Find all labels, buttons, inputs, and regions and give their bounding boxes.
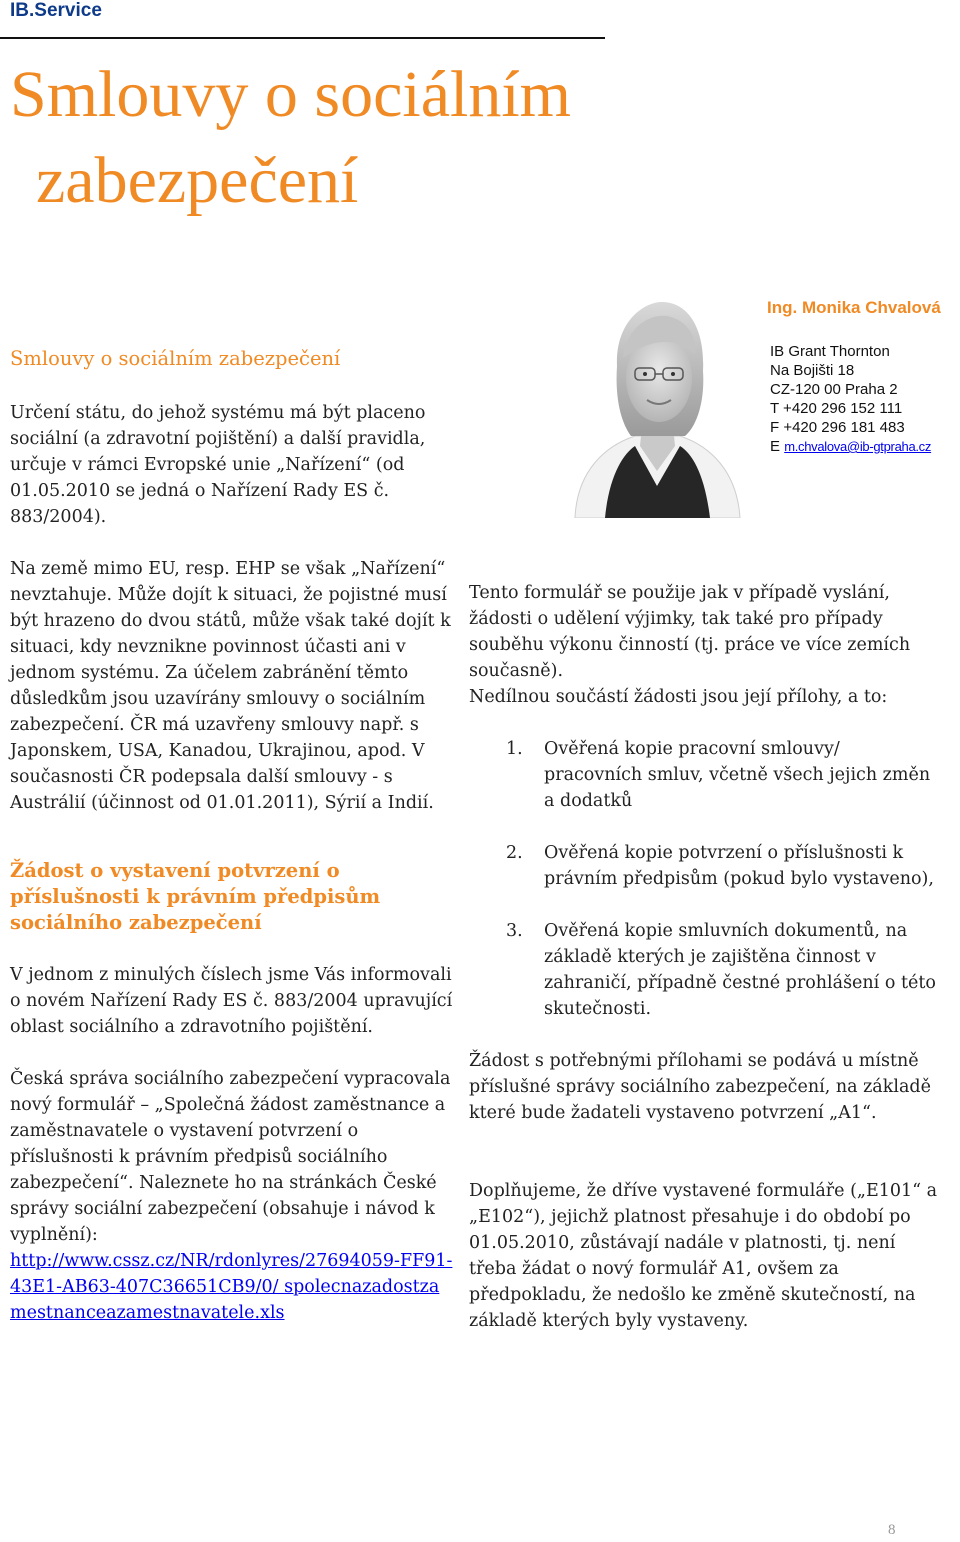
contact-email-prefix: E bbox=[770, 438, 785, 455]
contact-street: Na Bojišti 18 bbox=[770, 362, 855, 379]
contact-block bbox=[770, 342, 931, 456]
paragraph-form-usage: Tento formulář se použije jak v případě vyslání, žádosti o udělení výjimky, tak také pro případy souběhu výkonu činností (tj. práce ve více zemích současně). bbox=[469, 583, 911, 681]
paragraph-submission: Žádost s potřebnými přílohami se podává u místně příslušné správy sociálního zabezpečení, na základě které bude žadateli vystaveno potvrzení „A1“. bbox=[469, 1051, 931, 1123]
author-photo bbox=[565, 296, 750, 518]
contact-phone: T +420 296 152 111 bbox=[770, 400, 903, 417]
paragraph-new-form: Česká správa sociálního zabezpečení vypracovala nový formulář – „Společná žádost zaměstnance a zaměstnavatele o vystavení potvrzení o příslušnosti k právním předpisů sociálního zabezpečení“. Naleznete ho na stránkách České správy sociální zabezpečení (obsahuje i návod k vyplnění): bbox=[10, 1069, 451, 1245]
list-item-number: 1. bbox=[506, 739, 523, 759]
contact-company: IB Grant Thornton bbox=[770, 343, 890, 360]
contact-fax: F +420 296 181 483 bbox=[770, 419, 905, 436]
header-divider bbox=[0, 37, 605, 39]
list-item-number: 2. bbox=[506, 843, 523, 863]
page-title-line-2: zabezpečení bbox=[36, 144, 359, 217]
paragraph-intro: Určení státu, do jehož systému má být placeno sociální (a zdravotní pojištění) a další pravidla, určuje v rámci Evropské unie „Nařízení“ (od 01.05.2010 se jedná o Nařízení Rady ES č. 883/2004). bbox=[10, 403, 426, 527]
paragraph-regulation: V jednom z minulých číslech jsme Vás informovali o novém Nařízení Rady ES č. 883/2004 upravující oblast sociálního a zdravotního pojištění. bbox=[10, 965, 453, 1037]
paragraph-old-forms: Doplňujeme, že dříve vystavené formuláře („E101“ a „E102“), jejichž platnost přesahuje i do období po 01.05.2010, zůstávají nadále v platnosti, tj. není třeba žádat o nový formulář A1, ovšem za předpokladu, že nedošlo ke změně skutečností, na základě kterých byly vystaveny. bbox=[469, 1181, 938, 1331]
list-item-number: 3. bbox=[506, 921, 523, 941]
section-heading-request: Žádost o vystavení potvrzení o příslušnosti k právním předpisům sociálního zabezpečení bbox=[10, 859, 381, 934]
page-number: 8 bbox=[888, 1522, 896, 1538]
paragraph-non-eu: Na země mimo EU, resp. EHP se však „Nařízení“ nevztahuje. Může dojít k situaci, že pojistné musí být hrazeno do dvou států, může však také dojít k situaci, kdy nevznikne povinnost účasti ani v jednom systému. Za účelem zabránění těmto důsledkům jsou uzavírány smlouvy o sociálním zabezpečení. ČR má uzavřeny smlouvy např. s Japonskem, USA, Kanadou, Ukrajinou, apod. V současnosti ČR podepsala další smlouvy - s Austrálií (účinnost od 01.01.2011), Sýrií a Indií. bbox=[10, 559, 451, 813]
list-item-text: Ověřená kopie potvrzení o příslušnosti k právním předpisům (pokud bylo vystaveno), bbox=[544, 843, 934, 889]
page-title-line-1: Smlouvy o sociálním bbox=[10, 58, 571, 131]
attachments-list bbox=[469, 736, 939, 1022]
list-item bbox=[469, 840, 939, 892]
left-column bbox=[10, 346, 455, 1326]
list-item-text: Ověřená kopie smluvních dokumentů, na základě kterých je zajištěna činnost v zahraničí, případně čestné prohlášení o této skutečnosti. bbox=[544, 921, 936, 1019]
page-title bbox=[10, 52, 710, 224]
paragraph-attachments-intro: Nedílnou součástí žádosti jsou její přílohy, a to: bbox=[469, 687, 888, 707]
list-item bbox=[469, 918, 939, 1022]
contact-city: CZ-120 00 Praha 2 bbox=[770, 381, 898, 398]
list-item bbox=[469, 736, 939, 814]
section-heading-agreements: Smlouvy o sociálním zabezpečení bbox=[10, 347, 341, 370]
brand-header: IB.Service bbox=[10, 0, 102, 21]
contact-email-link[interactable]: m.chvalova@ib-gtpraha.cz bbox=[784, 439, 932, 454]
contact-email-row bbox=[770, 437, 931, 456]
form-download-link[interactable]: http://www.cssz.cz/NR/rdonlyres/27694059-FF91-43E1-AB63-407C36651CB9/0/ spolecnazadostzamestnanceazamestnavatele.xls bbox=[10, 1251, 453, 1323]
list-item-text: Ověřená kopie pracovní smlouvy/ pracovních smluv, včetně všech jejich změn a dodatků bbox=[544, 739, 931, 811]
right-column bbox=[469, 580, 939, 1334]
contact-name: Ing. Monika Chvalová bbox=[767, 298, 941, 317]
